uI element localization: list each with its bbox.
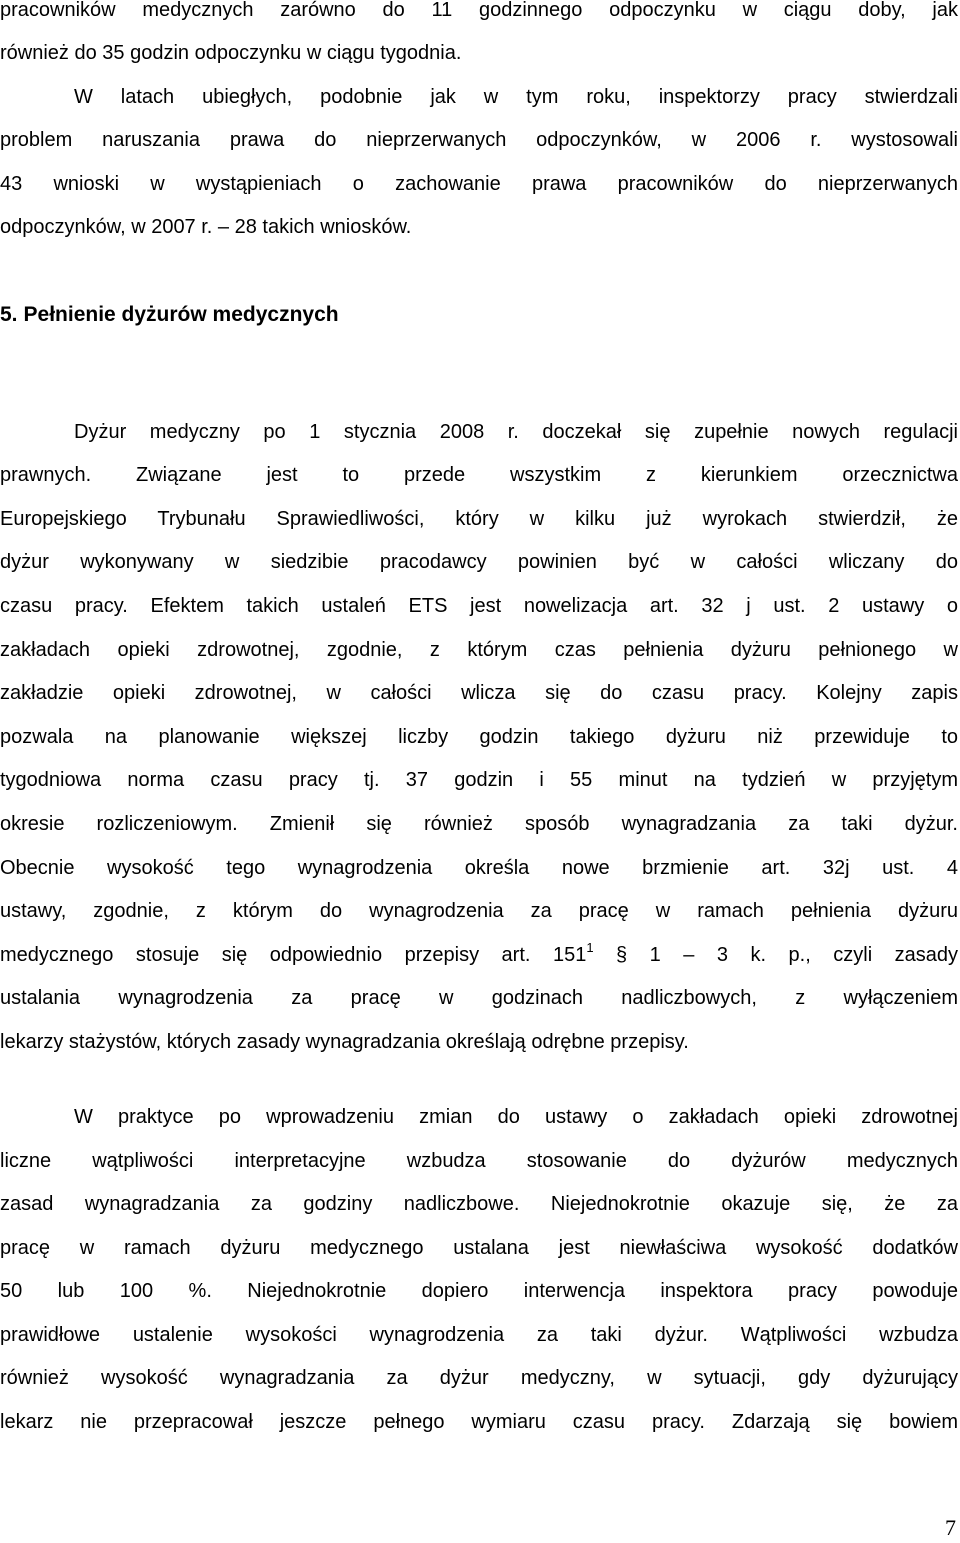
text-line: pracowników medycznych zarówno do 11 godzinnego odpoczynku w ciągu doby, jak [0,0,958,21]
text-line: liczne wątpliwości interpretacyjne wzbudza stosowanie do dyżurów medycznych [0,1150,958,1172]
text-line: Europejskiego Trybunału Sprawiedliwości, który w kilku już wyrokach stwierdził, że [0,508,958,530]
text-line: problem naruszania prawa do nieprzerwanych odpoczynków, w 2006 r. wystosowali [0,129,958,151]
text-line: okresie rozliczeniowym. Zmienił się również sposób wynagradzania za taki dyżur. [0,813,958,835]
text-line: tygodniowa norma czasu pracy tj. 37 godzin i 55 minut na tydzień w przyjętym [0,769,958,791]
text-line: W praktyce po wprowadzeniu zmian do ustawy o zakładach opieki zdrowotnej [74,1106,958,1128]
section-title: Pełnienie dyżurów medycznych [23,303,339,326]
text-line: prawnych. Związane jest to przede wszystkim z kierunkiem orzecznictwa [0,464,958,486]
text-line: ustalania wynagrodzenia za pracę w godzinach nadliczbowych, z wyłączeniem [0,987,958,1009]
text-line: również wysokość wynagradzania za dyżur medyczny, w sytuacji, gdy dyżurujący [0,1367,958,1389]
text-line: lekarz nie przepracował jeszcze pełnego wymiaru czasu pracy. Zdarzają się bowiem [0,1411,958,1433]
text-line: ustawy, zgodnie, z którym do wynagrodzenia za pracę w ramach pełnienia dyżuru [0,900,958,922]
section-number: 5. [0,303,18,326]
page-number: 7 [945,1515,956,1540]
text-line: dyżur wykonywany w siedzibie pracodawcy powinien być w całości wliczany do [0,551,958,573]
text-line: lekarzy stażystów, których zasady wynagradzania określają odrębne przepisy. [0,1031,689,1053]
text-line: prawidłowe ustalenie wysokości wynagrodzenia za taki dyżur. Wątpliwości wzbudza [0,1324,958,1346]
superscript: 1 [586,940,594,955]
text-line: 43 wnioski w wystąpieniach o zachowanie prawa pracowników do nieprzerwanych [0,173,958,195]
text-segment: medycznego stosuje się odpowiednio przepisy art. 151 [0,944,587,966]
text-line: zasad wynagradzania za godziny nadliczbowe. Niejednokrotnie okazuje się, że za [0,1193,958,1215]
text-line: pozwala na planowanie większej liczby godzin takiego dyżuru niż przewiduje to [0,726,958,748]
text-line: Obecnie wysokość tego wynagrodzenia określa nowe brzmienie art. 32j ust. 4 [0,857,958,879]
section-heading [0,299,339,331]
text-line: czasu pracy. Efektem takich ustaleń ETS jest nowelizacja art. 32 j ust. 2 ustawy o [0,595,958,617]
text-line: zakładach opieki zdrowotnej, zgodnie, z którym czas pełnienia dyżuru pełnionego w [0,639,958,661]
text-line: 50 lub 100 %. Niejednokrotnie dopiero interwencja inspektora pracy powoduje [0,1280,958,1302]
text-line: Dyżur medyczny po 1 stycznia 2008 r. doczekał się zupełnie nowych regulacji [74,421,958,443]
text-line: zakładzie opieki zdrowotnej, w całości wlicza się do czasu pracy. Kolejny zapis [0,682,958,704]
text-line: również do 35 godzin odpoczynku w ciągu tygodnia. [0,42,462,64]
text-line: W latach ubiegłych, podobnie jak w tym roku, inspektorzy pracy stwierdzali [74,86,958,108]
text-line-with-superscript [0,940,958,970]
text-segment: § 1 – 3 k. p., czyli zasady [593,944,958,966]
text-line: pracę w ramach dyżuru medycznego ustalana jest niewłaściwa wysokość dodatków [0,1237,958,1259]
text-line: odpoczynków, w 2007 r. – 28 takich wniosków. [0,216,412,238]
